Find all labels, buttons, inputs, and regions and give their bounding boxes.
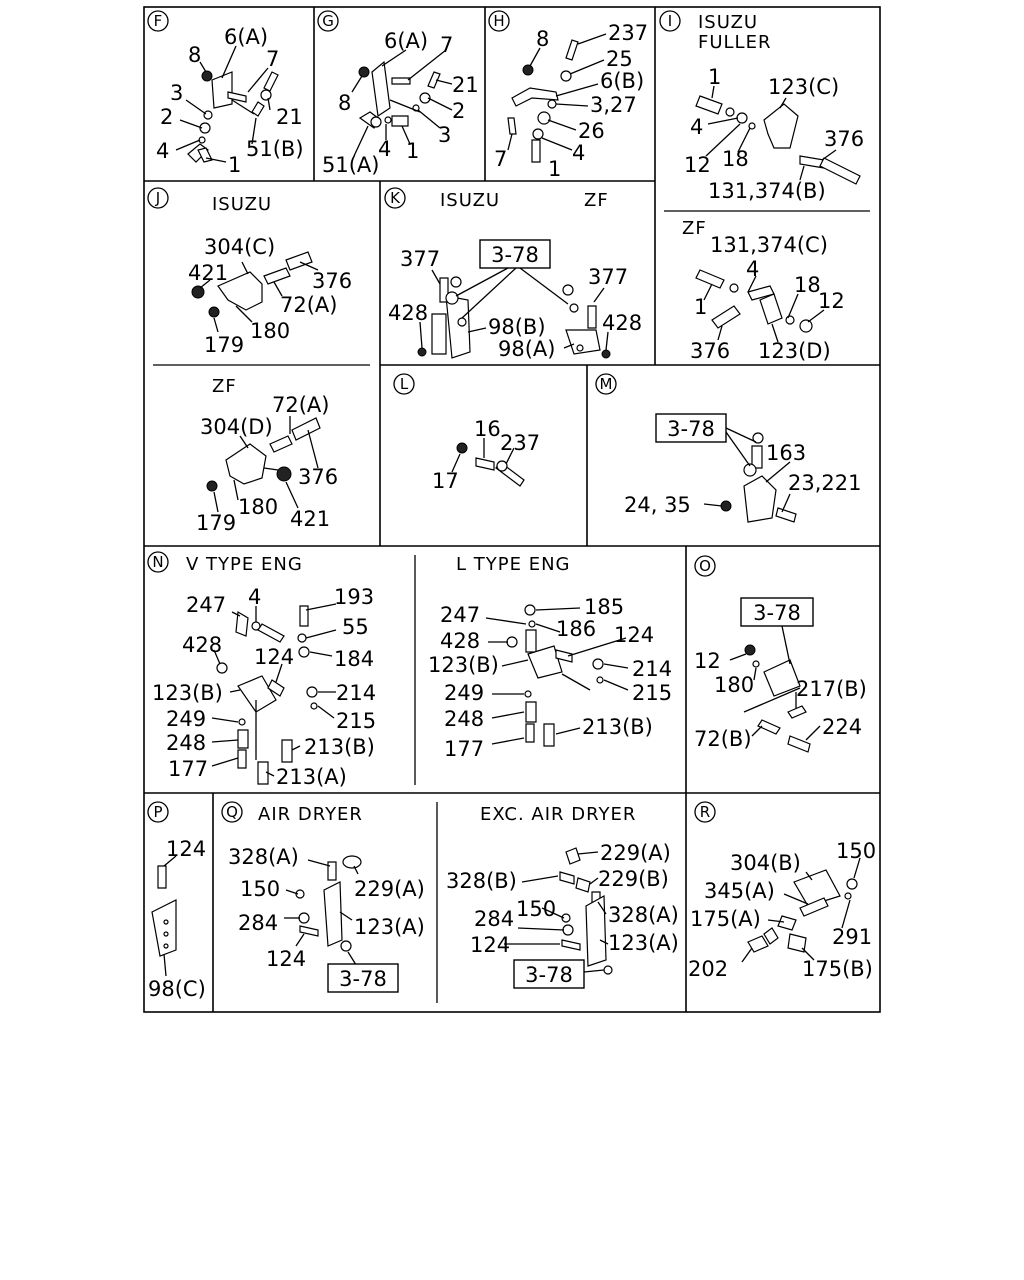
part-label: 229(A) xyxy=(600,841,671,865)
part-label: 6(A) xyxy=(224,25,269,49)
section-header: FULLER xyxy=(698,32,772,53)
part-label: 123(A) xyxy=(354,915,425,939)
part-label: 237 xyxy=(608,21,649,45)
part-label: 98(B) xyxy=(488,315,546,339)
part-label: 4 xyxy=(746,257,760,281)
section-header: V TYPE ENG xyxy=(186,554,303,575)
part-label: 98(C) xyxy=(148,977,206,1001)
part-label: 376 xyxy=(312,269,353,293)
part-label: 213(B) xyxy=(582,715,653,739)
part-label: 179 xyxy=(196,511,237,535)
part-label: 6(A) xyxy=(384,29,429,53)
part-label: 376 xyxy=(824,127,865,151)
part-label: 377 xyxy=(588,265,629,289)
part-label: 17 xyxy=(432,469,459,493)
part-label: 215 xyxy=(336,709,377,733)
section-o xyxy=(694,556,867,752)
section-subheader: ZF xyxy=(682,218,707,239)
part-label: 193 xyxy=(334,585,375,609)
part-label: 184 xyxy=(334,647,375,671)
part-label: 18 xyxy=(794,273,821,297)
part-label: 224 xyxy=(822,715,863,739)
section-j xyxy=(148,188,352,535)
ref-label: 3-78 xyxy=(667,417,715,441)
ref-label: 3-78 xyxy=(753,601,801,625)
part-label: 7 xyxy=(266,47,280,71)
part-label: 185 xyxy=(584,595,625,619)
part-label: 248 xyxy=(444,707,485,731)
section-subheader: ZF xyxy=(212,376,237,397)
ref-label: 3-78 xyxy=(525,963,573,987)
part-label: 304(B) xyxy=(730,851,801,875)
part-label: 1 xyxy=(694,295,708,319)
part-label: 179 xyxy=(204,333,245,357)
part-label: 428 xyxy=(440,629,481,653)
part-label: 1 xyxy=(708,65,722,89)
part-label: 2 xyxy=(160,105,174,129)
section-g-leaders xyxy=(352,50,452,156)
part-label: 98(A) xyxy=(498,337,556,361)
section-letter: G xyxy=(322,12,334,30)
part-label: 229(A) xyxy=(354,877,425,901)
section-letter: L xyxy=(399,375,409,393)
part-label: 177 xyxy=(444,737,485,761)
part-label: 229(B) xyxy=(598,867,669,891)
part-label: 249 xyxy=(166,707,207,731)
section-header: ISUZU xyxy=(440,190,501,211)
section-m xyxy=(596,374,861,522)
part-label: 124 xyxy=(266,947,307,971)
part-label: 7 xyxy=(440,33,454,57)
section-k xyxy=(385,188,642,361)
part-label: 4 xyxy=(378,137,392,161)
part-label: 124 xyxy=(254,645,295,669)
part-label: 72(B) xyxy=(694,727,752,751)
part-label: 213(B) xyxy=(304,735,375,759)
part-label: 24, 35 xyxy=(624,493,691,517)
part-label: 123(B) xyxy=(152,681,223,705)
section-letter: K xyxy=(390,189,400,207)
part-label: 248 xyxy=(166,731,207,755)
part-label: 26 xyxy=(578,119,605,143)
part-label: 12 xyxy=(694,649,721,673)
part-label: 186 xyxy=(556,617,597,641)
part-label: 377 xyxy=(400,247,441,271)
part-label: 177 xyxy=(168,757,209,781)
part-label: 291 xyxy=(832,925,873,949)
section-letter: J xyxy=(155,189,161,207)
part-label: 12 xyxy=(818,289,845,313)
part-label: 217(B) xyxy=(796,677,867,701)
section-letter: P xyxy=(153,803,163,821)
part-label: 7 xyxy=(494,147,508,171)
part-label: 123(A) xyxy=(608,931,679,955)
section-header: ISUZU xyxy=(698,12,759,33)
part-label: 8 xyxy=(338,91,352,115)
part-label: 8 xyxy=(536,27,550,51)
section-header: EXC. AIR DRYER xyxy=(480,804,637,825)
section-letter: R xyxy=(699,803,711,821)
section-g xyxy=(318,11,479,177)
part-label: 16 xyxy=(474,417,501,441)
ref-label: 3-78 xyxy=(491,243,539,267)
part-label: 51(B) xyxy=(246,137,304,161)
part-label: 1 xyxy=(548,157,562,181)
part-label: 8 xyxy=(188,43,202,67)
part-label: 150 xyxy=(836,839,877,863)
section-letter: N xyxy=(152,553,164,571)
part-label: 428 xyxy=(388,301,429,325)
section-letter: F xyxy=(153,12,163,30)
section-n-v-parts xyxy=(217,606,317,784)
part-label: 124 xyxy=(614,623,655,647)
part-label: 202 xyxy=(688,957,729,981)
part-label: 123(B) xyxy=(428,653,499,677)
part-label: 304(C) xyxy=(204,235,276,259)
part-label: 175(B) xyxy=(802,957,873,981)
part-label: 180 xyxy=(714,673,755,697)
part-label: 180 xyxy=(238,495,279,519)
part-label: 215 xyxy=(632,681,673,705)
part-label: 4 xyxy=(690,115,704,139)
part-label: 180 xyxy=(250,319,291,343)
part-label: 150 xyxy=(240,877,281,901)
part-label: 163 xyxy=(766,441,807,465)
part-label: 131,374(B) xyxy=(708,179,826,203)
part-label: 1 xyxy=(406,139,420,163)
part-label: 345(A) xyxy=(704,879,775,903)
part-label: 1 xyxy=(228,153,242,177)
part-label: 328(B) xyxy=(446,869,517,893)
part-label: 213(A) xyxy=(276,765,347,789)
section-p-parts xyxy=(152,866,176,956)
section-h-parts xyxy=(508,40,578,162)
section-n xyxy=(148,552,672,789)
part-label: 237 xyxy=(500,431,541,455)
section-q xyxy=(222,802,679,992)
part-label: 421 xyxy=(188,261,229,285)
section-l xyxy=(394,374,540,493)
part-label: 376 xyxy=(690,339,731,363)
part-label: 124 xyxy=(166,837,207,861)
part-label: 2 xyxy=(452,99,466,123)
part-label: 247 xyxy=(186,593,227,617)
part-label: 421 xyxy=(290,507,331,531)
part-label: 131,374(C) xyxy=(710,233,828,257)
part-label: 124 xyxy=(470,933,511,957)
part-label: 249 xyxy=(444,681,485,705)
part-label: 328(A) xyxy=(228,845,299,869)
part-label: 23,221 xyxy=(788,471,862,495)
part-label: 328(A) xyxy=(608,903,679,927)
section-f xyxy=(148,11,304,177)
part-label: 21 xyxy=(452,73,479,97)
part-label: 6(B) xyxy=(600,69,645,93)
part-label: 4 xyxy=(572,141,586,165)
section-h xyxy=(489,11,648,181)
section-r xyxy=(688,802,876,981)
part-label: 3,27 xyxy=(590,93,637,117)
part-label: 4 xyxy=(156,139,170,163)
part-label: 51(A) xyxy=(322,153,380,177)
part-label: 18 xyxy=(722,147,749,171)
part-label: 428 xyxy=(182,633,223,657)
part-label: 4 xyxy=(248,585,262,609)
part-label: 284 xyxy=(474,907,515,931)
section-i xyxy=(660,11,864,363)
part-label: 304(D) xyxy=(200,415,273,439)
section-header: ISUZU xyxy=(212,194,273,215)
section-letter: H xyxy=(493,12,505,30)
section-header: AIR DRYER xyxy=(258,804,363,825)
part-label: 175(A) xyxy=(690,907,761,931)
section-header: L TYPE ENG xyxy=(456,554,571,575)
part-label: 25 xyxy=(606,47,633,71)
part-label: 72(A) xyxy=(280,293,338,317)
part-label: 3 xyxy=(170,81,184,105)
part-label: 123(D) xyxy=(758,339,831,363)
part-label: 72(A) xyxy=(272,393,330,417)
section-header: ZF xyxy=(584,190,609,211)
ref-label: 3-78 xyxy=(339,967,387,991)
section-letter: O xyxy=(699,557,711,575)
section-letter: I xyxy=(667,12,673,30)
part-label: 123(C) xyxy=(768,75,840,99)
part-label: 247 xyxy=(440,603,481,627)
part-label: 3 xyxy=(438,123,452,147)
part-label: 284 xyxy=(238,911,279,935)
section-letter: M xyxy=(599,375,613,393)
part-label: 428 xyxy=(602,311,643,335)
part-label: 150 xyxy=(516,897,557,921)
part-label: 214 xyxy=(336,681,377,705)
part-label: 214 xyxy=(632,657,673,681)
part-label: 12 xyxy=(684,153,711,177)
section-letter: Q xyxy=(226,803,238,821)
section-p xyxy=(148,802,206,1001)
part-label: 376 xyxy=(298,465,339,489)
section-q-a-parts xyxy=(296,856,361,951)
part-label: 21 xyxy=(276,105,303,129)
part-label: 55 xyxy=(342,615,369,639)
